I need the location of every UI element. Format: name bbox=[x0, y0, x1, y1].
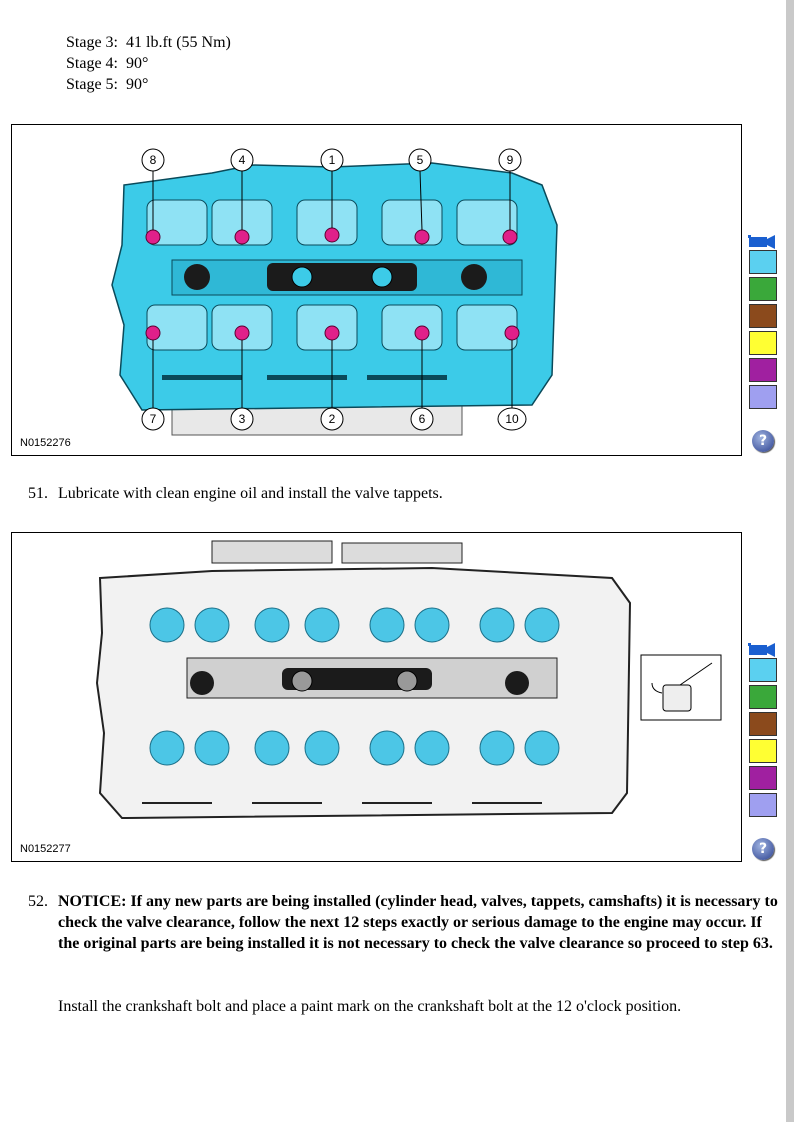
legend-swatch bbox=[749, 304, 777, 328]
callout-9 bbox=[499, 149, 521, 171]
valve-tappets-figure bbox=[11, 532, 742, 862]
callout-10 bbox=[498, 408, 526, 430]
svg-text:4: 4 bbox=[238, 153, 246, 167]
callout-layer bbox=[12, 125, 741, 455]
callout-2 bbox=[321, 408, 343, 430]
camera-icon bbox=[747, 640, 779, 658]
svg-text:7: 7 bbox=[149, 412, 157, 426]
callout-4 bbox=[231, 149, 253, 171]
notice-text: NOTICE: If any new parts are being installed (cylinder head, valves, tappets, camshafts) it is necessary to check the valve clearance, follow the next 12 steps exactly or serious damage to the engine may occur. If the original parts are being installed it is not necessary to check the valve clearance so proceed to step 63. bbox=[58, 893, 778, 952]
stage-label: Stage 5: bbox=[66, 76, 118, 93]
svg-text:1: 1 bbox=[328, 153, 336, 167]
callout-6 bbox=[411, 408, 433, 430]
legend-swatch bbox=[749, 385, 777, 409]
step-52-instruction: Install the crankshaft bolt and place a paint mark on the crankshaft bolt at the 12 o'clock position. bbox=[58, 998, 682, 1015]
stage-value: 41 lb.ft (55 Nm) bbox=[126, 34, 231, 51]
stage-label: Stage 3: bbox=[66, 34, 118, 51]
color-legend bbox=[747, 232, 779, 412]
step-number: 51. bbox=[28, 485, 48, 502]
stage-value: 90° bbox=[126, 55, 149, 72]
stage-row bbox=[66, 32, 231, 53]
legend-swatch bbox=[749, 766, 777, 790]
legend-swatch bbox=[749, 658, 777, 682]
callout-1 bbox=[321, 149, 343, 171]
camera-icon bbox=[747, 232, 779, 250]
callout-7 bbox=[142, 408, 164, 430]
step-text: Lubricate with clean engine oil and install the valve tappets. bbox=[58, 485, 443, 502]
torque-stages bbox=[66, 32, 231, 95]
legend-swatch bbox=[749, 331, 777, 355]
figure-id: N0152277 bbox=[20, 843, 71, 855]
callout-3 bbox=[231, 408, 253, 430]
page-edge bbox=[786, 0, 794, 1122]
callout-8 bbox=[142, 149, 164, 171]
callout-5 bbox=[409, 149, 431, 171]
legend-swatch bbox=[749, 250, 777, 274]
stage-value: 90° bbox=[126, 76, 149, 93]
svg-text:3: 3 bbox=[238, 412, 246, 426]
stage-row bbox=[66, 53, 231, 74]
cylinder-head-bolt-sequence-figure bbox=[11, 124, 742, 456]
svg-text:10: 10 bbox=[505, 412, 519, 426]
svg-text:6: 6 bbox=[418, 412, 426, 426]
legend-swatch bbox=[749, 685, 777, 709]
legend-swatch bbox=[749, 712, 777, 736]
valve-tappets-illustration bbox=[12, 533, 741, 861]
legend-swatch bbox=[749, 277, 777, 301]
step-number: 52. bbox=[28, 893, 48, 910]
step-51 bbox=[28, 483, 443, 504]
help-icon[interactable]: ? bbox=[752, 430, 774, 452]
help-icon[interactable]: ? bbox=[752, 838, 774, 860]
stage-row bbox=[66, 74, 231, 95]
figure-id: N0152276 bbox=[20, 437, 71, 449]
stage-label: Stage 4: bbox=[66, 55, 118, 72]
svg-text:8: 8 bbox=[149, 153, 157, 167]
step-52 bbox=[28, 891, 778, 952]
svg-text:5: 5 bbox=[416, 153, 424, 167]
legend-swatch bbox=[749, 793, 777, 817]
color-legend bbox=[747, 640, 779, 820]
svg-text:9: 9 bbox=[506, 153, 514, 167]
svg-text:2: 2 bbox=[328, 412, 336, 426]
legend-swatch bbox=[749, 739, 777, 763]
legend-swatch bbox=[749, 358, 777, 382]
